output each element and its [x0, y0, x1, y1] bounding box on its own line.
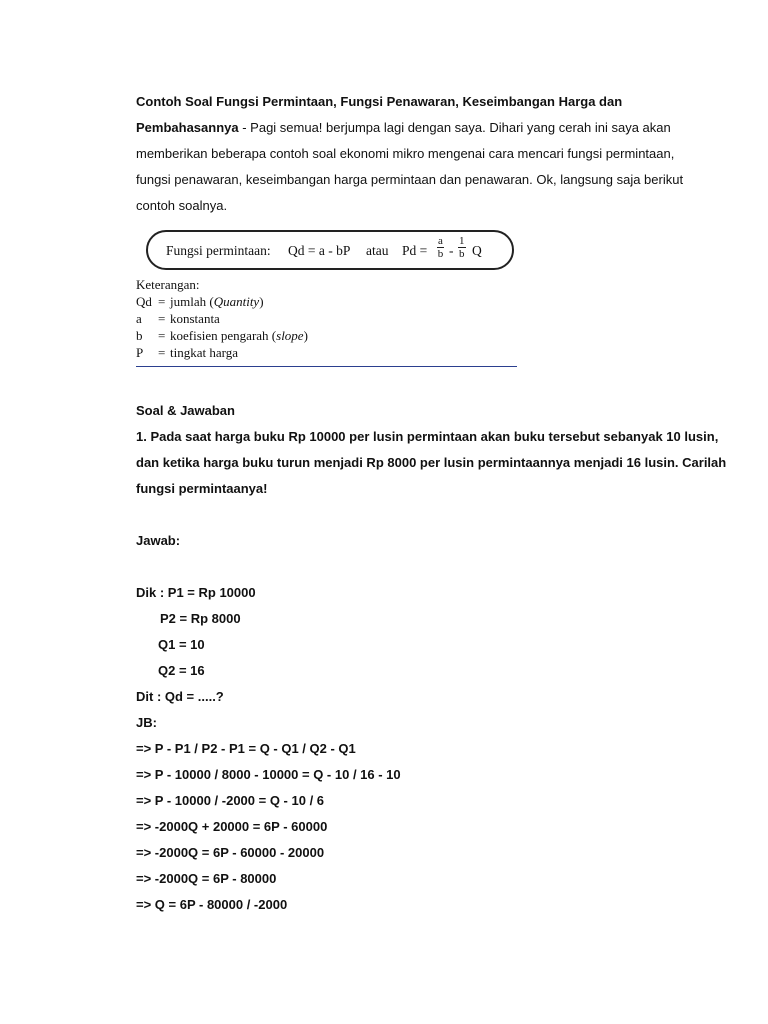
formula-box: [146, 230, 514, 270]
keterangan-desc: koefisien pengarah: [170, 328, 269, 343]
fraction-denominator: b: [459, 248, 465, 260]
keterangan-italic: slope: [276, 328, 304, 343]
intro-title-line: Contoh Soal Fungsi Permintaan, Fungsi Penawaran, Keseimbangan Harga dan: [136, 94, 623, 109]
question-1-line-2: dan ketika harga buku turun menjadi Rp 8000 per lusin permintaannya menjadi 16 lusin. Carilah: [136, 455, 727, 470]
question-1-line-3: fungsi permintaanya!: [136, 481, 268, 496]
intro-line-5: contoh soalnya.: [136, 198, 228, 213]
solution-step: => Q = 6P - 80000 / -2000: [136, 897, 288, 912]
keterangan-title: Keterangan:: [136, 277, 200, 292]
dit-line: Dit : Qd = .....?: [136, 689, 224, 704]
formula-minus: -: [449, 243, 454, 258]
fraction-denominator: b: [437, 248, 444, 260]
formula-q: Q: [472, 243, 482, 258]
solution-step: => -2000Q = 6P - 80000: [136, 871, 277, 886]
formula-qd: Qd = a - bP: [288, 243, 351, 258]
intro-line-4: fungsi penawaran, keseimbangan harga permintaan dan penawaran. Ok, langsung saja berikut: [136, 172, 684, 187]
solution-step: => P - P1 / P2 - P1 = Q - Q1 / Q2 - Q1: [136, 741, 356, 756]
keterangan-item: Qd = jumlah (Quantity): [136, 294, 264, 309]
horizontal-divider: [136, 366, 517, 367]
formula-atau: atau: [366, 243, 389, 258]
keterangan-symbol: a: [136, 311, 142, 326]
solution-step: => P - 10000 / 8000 - 10000 = Q - 10 / 16 - 10: [136, 767, 401, 782]
keterangan-item: a = konstanta: [136, 311, 220, 326]
intro-title-bold: Pembahasannya: [136, 120, 239, 135]
keterangan-item: P = tingkat harga: [136, 345, 238, 360]
formula-fraction-1-b: [458, 235, 466, 260]
intro-line-3: memberikan beberapa contoh soal ekonomi mikro mengenai cara mencari fungsi permintaan,: [136, 146, 675, 161]
intro-line-2-rest: - Pagi semua! berjumpa lagi dengan saya. Dihari yang cerah ini saya akan: [238, 120, 671, 135]
given-p2: P2 = Rp 8000: [160, 611, 241, 626]
jawab-label: Jawab:: [136, 533, 181, 548]
keterangan-desc: konstanta: [170, 311, 220, 326]
keterangan-italic: Quantity: [213, 294, 260, 309]
keterangan-symbol: b: [136, 328, 143, 343]
formula-pd-prefix: Pd =: [402, 243, 428, 258]
dik-line: Dik : P1 = Rp 10000: [136, 585, 256, 600]
fraction-numerator: 1: [459, 235, 465, 247]
soal-heading: Soal & Jawaban: [136, 403, 235, 418]
solution-step: => -2000Q + 20000 = 6P - 60000: [136, 819, 328, 834]
formula-fraction-a-b: [437, 235, 444, 260]
keterangan-item: b = koefisien pengarah (slope): [136, 328, 308, 343]
fraction-numerator: a: [438, 235, 443, 247]
solution-step: => P - 10000 / -2000 = Q - 10 / 6: [136, 793, 325, 808]
intro-line-2: [136, 120, 671, 135]
given-q2: Q2 = 16: [158, 663, 205, 678]
question-1-line-1: 1. Pada saat harga buku Rp 10000 per lusin permintaan akan buku tersebut sebanyak 10 lusin,: [136, 429, 719, 444]
jb-label: JB:: [136, 715, 157, 730]
keterangan-symbol: P: [136, 345, 144, 360]
keterangan-symbol: Qd: [136, 294, 152, 309]
keterangan-desc: tingkat harga: [170, 345, 238, 360]
solution-step: => -2000Q = 6P - 60000 - 20000: [136, 845, 325, 860]
given-q1: Q1 = 10: [158, 637, 205, 652]
keterangan-desc: jumlah: [170, 294, 207, 309]
formula-label: Fungsi permintaan:: [166, 243, 271, 258]
